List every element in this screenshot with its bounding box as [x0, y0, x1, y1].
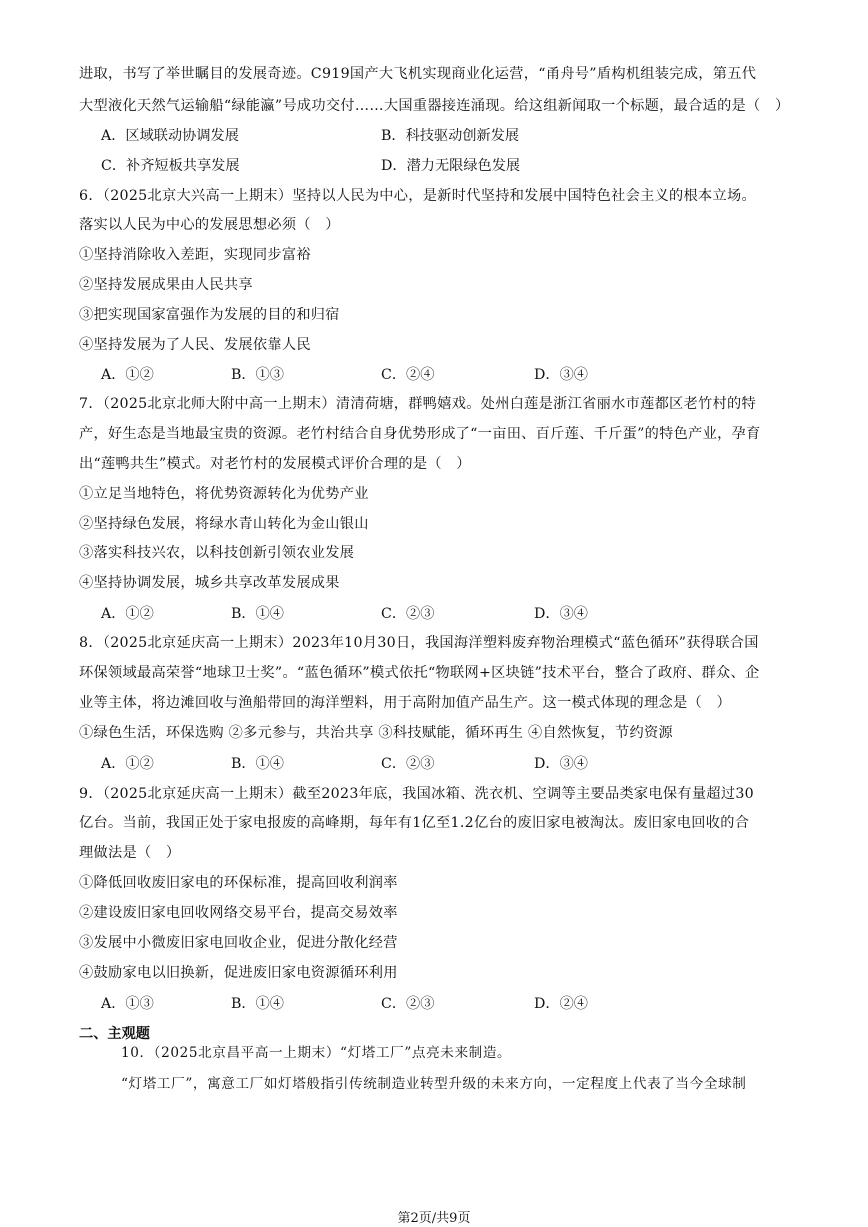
q9-stem-line-3: 理做法是（ ）	[79, 845, 181, 861]
q8-option-a: A．①②	[101, 756, 154, 772]
q6-option-a: A．①②	[101, 367, 154, 383]
q6-stem-line-1: 6．（2025北京大兴高一上期末）坚持以人民为中心，是新时代坚持和发展中国特色社会主义的根本立场。	[79, 188, 756, 204]
q8-option-c: C．②③	[381, 756, 435, 772]
q8-stem-line-1: 8．（2025北京延庆高一上期末）2023年10月30日，我国海洋塑料废弃物治理模式“蓝色循环”获得联合国	[79, 635, 759, 651]
q9-stem-line-2: 亿台。当前，我国正处于家电报废的高峰期，每年有1亿至1.2亿台的废旧家电被淘汰。废旧家电回收的合	[79, 815, 750, 831]
q9-item-4: ④鼓励家电以旧换新，促进废旧家电资源循环利用	[79, 965, 398, 981]
q6-option-c: C．②④	[381, 367, 435, 383]
q9-item-1: ①降低回收废旧家电的环保标准，提高回收利润率	[79, 875, 398, 891]
q7-item-4: ④坚持协调发展，城乡共享改革发展成果	[79, 575, 340, 591]
q7-option-a: A．①②	[101, 606, 154, 622]
q6-item-1: ①坚持消除收入差距，实现同步富裕	[79, 247, 311, 263]
q7-option-b: B．①④	[231, 606, 284, 622]
q9-item-2: ②建设废旧家电回收网络交易平台，提高交易效率	[79, 905, 398, 921]
q9-option-c: C．②③	[381, 996, 435, 1012]
q8-option-b: B．①④	[231, 756, 284, 772]
q7-stem-line-2: 产，好生态是当地最宝贵的资源。老竹村结合自身优势形成了“一亩田、百斤莲、千斤蛋”的特色产业，孕育	[79, 426, 761, 442]
q7-option-d: D．③④	[534, 606, 588, 622]
q7-stem-line-1: 7．（2025北京北师大附中高一上期末）清清荷塘，群鸭嬉戏。处州白莲是浙江省丽水市莲都区老竹村的特	[79, 396, 756, 412]
q5-stem-line-2: 大型液化天然气运输船“绿能瀛”号成功交付……大国重器接连涌现。给这组新闻取一个标题，最合适的是（ ）	[79, 98, 790, 114]
q9-option-d: D．②④	[534, 996, 588, 1012]
q8-stem-line-2: 环保领域最高荣誉“地球卫士奖”。“蓝色循环”模式依托“物联网+区块链”技术平台，整合了政府、群众、企	[79, 665, 760, 681]
q10-stem: 10．（2025北京昌平高一上期末）“灯塔工厂”点亮未来制造。	[121, 1045, 512, 1061]
q7-stem-line-3: 出“莲鸭共生”模式。对老竹村的发展模式评价合理的是（ ）	[79, 456, 471, 472]
q9-option-a: A．①③	[101, 996, 154, 1012]
q5-option-a: A．区域联动协调发展	[101, 128, 239, 144]
q8-stem-line-3: 业等主体，将边滩回收与渔船带回的海洋塑料，用于高附加值产品生产。这一模式体现的理念是（ ）	[79, 695, 731, 711]
q8-items: ①绿色生活，环保选购 ②多元参与，共治共享 ③科技赋能，循环再生 ④自然恢复，节约资源	[79, 725, 673, 741]
q6-item-4: ④坚持发展为了人民、发展依靠人民	[79, 337, 311, 353]
q6-item-3: ③把实现国家富强作为发展的目的和归宿	[79, 307, 340, 323]
q9-stem-line-1: 9．（2025北京延庆高一上期末）截至2023年底，我国冰箱、洗衣机、空调等主要品类家电保有量超过30	[79, 786, 754, 802]
section-heading: 二、主观题	[79, 1026, 150, 1042]
page-number: 第2页/共9页	[397, 1211, 471, 1226]
q5-option-b: B．科技驱动创新发展	[381, 128, 520, 144]
q7-option-c: C．②③	[381, 606, 435, 622]
q7-item-2: ②坚持绿色发展，将绿水青山转化为金山银山	[79, 516, 369, 532]
q6-stem-line-2: 落实以人民为中心的发展思想必须（ ）	[79, 217, 340, 233]
q10-material-line-1: “灯塔工厂”，寓意工厂如灯塔般指引传统制造业转型升级的未来方向，一定程度上代表了当今全球制	[121, 1076, 747, 1092]
q5-option-d: D．潜力无限绿色发展	[381, 158, 521, 174]
q8-option-d: D．③④	[534, 756, 588, 772]
q5-stem-line-1: 进取，书写了举世瞩目的发展奇迹。C919国产大飞机实现商业化运营，“甬舟号”盾构机组装完成，第五代	[79, 66, 757, 82]
q6-option-d: D．③④	[534, 367, 588, 383]
q7-item-3: ③落实科技兴农，以科技创新引领农业发展	[79, 545, 355, 561]
q9-item-3: ③发展中小微废旧家电回收企业，促进分散化经营	[79, 935, 398, 951]
q6-option-b: B．①③	[231, 367, 284, 383]
q9-option-b: B．①④	[231, 996, 284, 1012]
q5-option-c: C．补齐短板共享发展	[101, 158, 240, 174]
q6-item-2: ②坚持发展成果由人民共享	[79, 277, 253, 293]
q7-item-1: ①立足当地特色，将优势资源转化为优势产业	[79, 486, 369, 502]
